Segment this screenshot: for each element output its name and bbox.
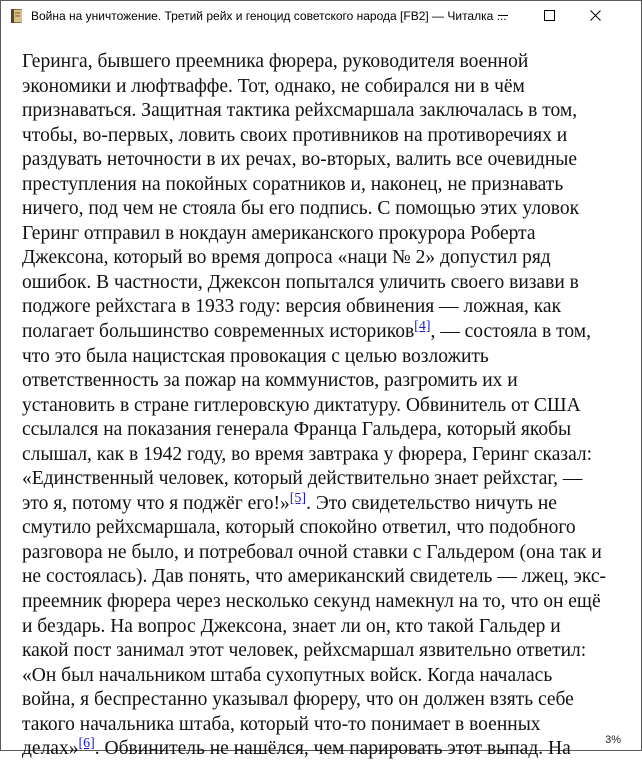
minimize-icon bbox=[498, 8, 509, 26]
text-line: смутило рейхсмаршала, который спокойно ответил, что подобного bbox=[22, 517, 576, 539]
text-segment: . Обвинитель не нашёлся, чем парировать этот выпад. На bbox=[94, 738, 571, 760]
footnote-link[interactable]: [5] bbox=[289, 490, 307, 506]
book-icon bbox=[10, 8, 24, 24]
text-segment: делах» bbox=[22, 738, 79, 760]
text-line: ответственность за пожар на коммунистов, разгромить их и bbox=[22, 370, 518, 392]
text-line: установить в стране гитлеровскую диктатуру. Обвинитель от США bbox=[22, 394, 581, 416]
footnote-link[interactable]: [4] bbox=[414, 319, 431, 335]
text-line: война, я беспрестанно указывал фюреру, что он должен взять себе bbox=[22, 689, 574, 711]
maximize-icon bbox=[544, 8, 555, 26]
minimize-button[interactable] bbox=[480, 1, 526, 32]
text-line: экономики и люфтваффе. Тот, однако, не собирался ни в чём bbox=[22, 75, 525, 97]
text-line: ничего, под чем не стояла бы его подпись. С помощью этих уловок bbox=[22, 198, 580, 220]
text-line: поджоге рейхстага в 1933 году: версия обвинения — ложная, как bbox=[22, 296, 562, 318]
text-line: не состоялась). Дав понять, что американский свидетель — лжец, экс- bbox=[22, 566, 606, 588]
text-line: слышал, как в 1942 году, во время завтрака у фюрера, Геринг сказал: bbox=[22, 443, 593, 465]
close-icon bbox=[590, 8, 601, 26]
text-segment: , — состояла в том, bbox=[430, 321, 591, 343]
text-segment: это я, потому что я поджёг его!» bbox=[22, 492, 290, 514]
text-line: Геринга, бывшего преемника фюрера, руководителя военной bbox=[22, 51, 529, 72]
window-title: Война на уничтожение. Третий рейх и геноцид советского народа [FB2] — Читалка ... bbox=[31, 9, 507, 23]
text-line: такого начальника штаба, который что-то понимает в военных bbox=[22, 713, 541, 735]
text-line: чтобы, во-первых, ловить своих противников на противоречиях и bbox=[22, 124, 568, 146]
text-line: что это была нацистская провокация с целью возложить bbox=[22, 345, 489, 367]
text-line: Геринг отправил в нокдаун американского прокурора Роберта bbox=[22, 222, 536, 244]
close-button[interactable] bbox=[572, 1, 618, 32]
text-line: и бездарь. На вопрос Джексона, знает ли он, кто такой Гальдер и bbox=[22, 615, 561, 637]
text-segment: . Это свидетельство ничуть не bbox=[306, 492, 557, 514]
text-line: преемник фюрера через несколько секунд намекнул на то, что он ещё bbox=[22, 591, 601, 613]
text-line bbox=[22, 737, 622, 762]
text-line: разговора не было, и потребовал очной ставки с Гальдером (она так и bbox=[22, 541, 602, 563]
text-line: ошибок. В частности, Джексон попытался уличить своего визави в bbox=[22, 271, 579, 293]
text-line: ссылался на показания генерала Франца Гальдера, который якобы bbox=[22, 419, 572, 441]
text-line bbox=[22, 492, 622, 517]
text-segment: полагает большинство современных историков bbox=[22, 321, 415, 343]
footnote-link[interactable]: [6] bbox=[78, 736, 95, 752]
text-line: преступления на покойных соратников и, наконец, не признавать bbox=[22, 173, 564, 195]
text-line: Джексона, который во время допроса «наци № 2» допустил ряд bbox=[22, 247, 551, 269]
title-bar[interactable] bbox=[1, 1, 641, 32]
text-line: «Единственный человек, который действительно знает рейхстаг, — bbox=[22, 468, 583, 490]
maximize-button[interactable] bbox=[526, 1, 572, 32]
text-line bbox=[22, 320, 622, 345]
text-line: признаваться. Защитная тактика рейхсмаршала заключалась в том, bbox=[22, 100, 578, 122]
text-line: «Он был начальником штаба сухопутных войск. Когда началась bbox=[22, 664, 553, 686]
text-line: раздувать неточности в их речах, во-вторых, валить все очевидные bbox=[22, 149, 578, 171]
reading-progress: 3% bbox=[605, 734, 621, 746]
text-line: какой пост занимал этот человек, рейхсмаршал язвительно ответил: bbox=[22, 640, 587, 662]
book-page-text bbox=[22, 50, 622, 762]
